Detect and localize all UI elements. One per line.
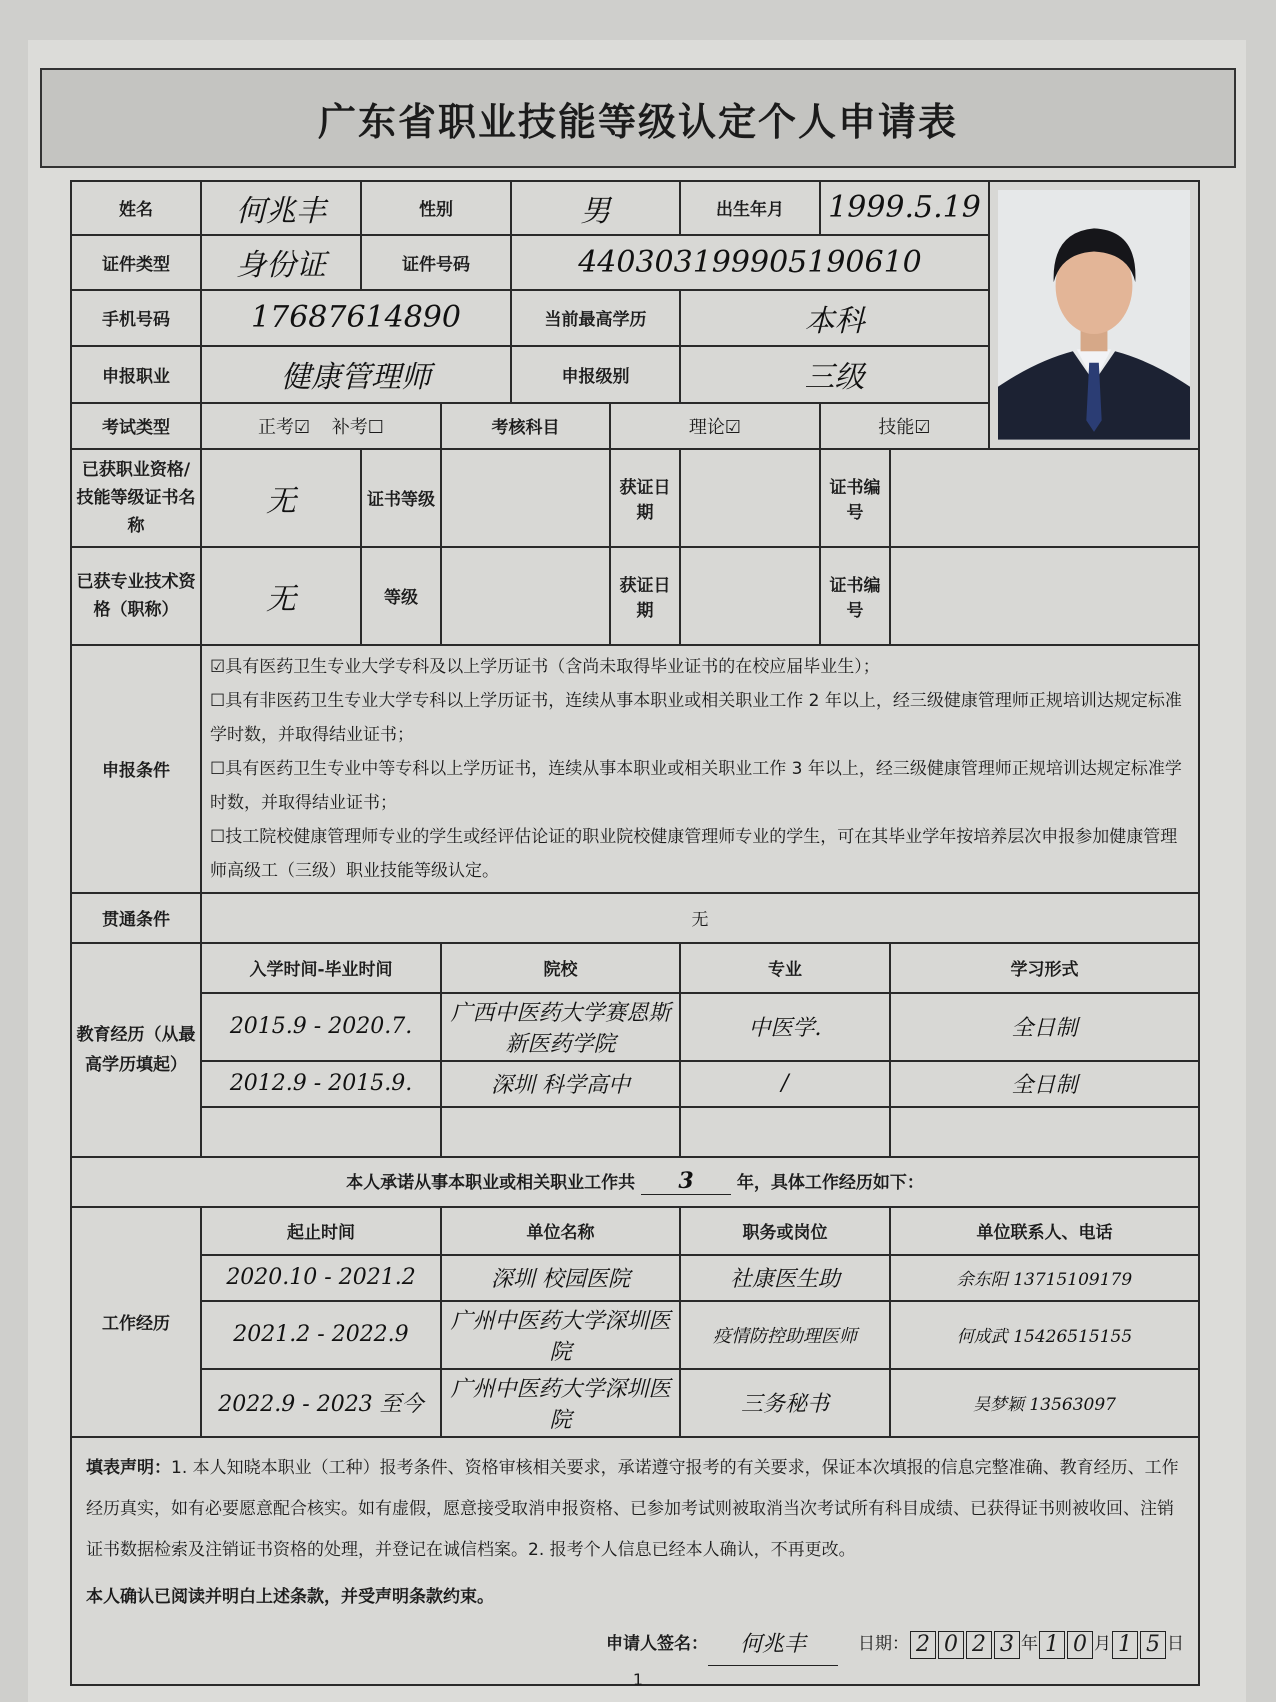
month-unit: 月 (1094, 1634, 1111, 1655)
edu-header-school: 院校 (441, 943, 680, 993)
edu-period[interactable]: 2012.9 - 2015.9. (201, 1061, 441, 1107)
application-form (70, 180, 1200, 1686)
exam-type-label: 考试类型 (71, 403, 201, 448)
exam-type-options (201, 403, 441, 448)
work-header-unit: 单位名称 (441, 1207, 680, 1255)
tech-title-label: 已获专业技术资格（职称） (71, 547, 201, 645)
subject-theory-cell (610, 403, 820, 448)
exam-regular-checkbox[interactable]: 正考☑ (258, 416, 311, 438)
work-history-label: 工作经历 (71, 1207, 201, 1437)
occupation-value[interactable]: 健康管理师 (201, 346, 511, 404)
edu-header-major: 专业 (680, 943, 890, 993)
signature-field[interactable]: 何兆丰 (708, 1624, 838, 1666)
tech-no-value[interactable] (890, 547, 1199, 645)
occupation-label: 申报职业 (71, 346, 201, 404)
exam-subject-label: 考核科目 (441, 403, 610, 448)
cert-grade-value[interactable] (441, 449, 610, 547)
sign-label: 申请人签名： (606, 1634, 708, 1655)
tech-date-value[interactable] (680, 547, 820, 645)
title-band (40, 68, 1236, 168)
edu-header-period: 入学时间-毕业时间 (201, 943, 441, 993)
declaration-text (86, 1448, 1184, 1571)
work-contact[interactable]: 何成武 15426515155 (890, 1301, 1199, 1369)
name-label: 姓名 (71, 181, 201, 235)
work-period[interactable]: 2021.2 - 2022.9 (201, 1301, 441, 1369)
id-no-value[interactable]: 440303199905190610 (511, 235, 989, 291)
tech-grade-value[interactable] (441, 547, 610, 645)
subject-skill-cell (820, 403, 989, 448)
cert-date-label: 获证日期 (610, 449, 680, 547)
cert-date-value[interactable] (680, 449, 820, 547)
declaration-confirm: 本人确认已阅读并明白上述条款，并受声明条款约束。 (86, 1586, 494, 1607)
tech-title-value[interactable]: 无 (201, 547, 361, 645)
work-post[interactable]: 疫情防控助理医师 (680, 1301, 890, 1369)
cert-no-value[interactable] (890, 449, 1199, 547)
edu-mode[interactable] (890, 1107, 1199, 1157)
work-post[interactable]: 三务秘书 (680, 1369, 890, 1437)
through-value[interactable]: 无 (201, 893, 1199, 943)
gender-value[interactable]: 男 (511, 181, 680, 235)
day-digit-box[interactable]: 5 (1140, 1631, 1166, 1659)
condition-item-4[interactable]: ☐技工院校健康管理师专业的学生或经评估论证的职业院校健康管理师专业的学生，可在其毕业学年按培养层次申报参加健康管理师高级工（三级）职业技能等级认定。 (210, 826, 1178, 881)
edu-school[interactable]: 深圳 科学高中 (441, 1061, 680, 1107)
edu-mode[interactable]: 全日制 (890, 1061, 1199, 1107)
year-digit-box[interactable]: 2 (910, 1631, 936, 1659)
edu-major[interactable]: 中医学. (680, 993, 890, 1061)
work-contact[interactable]: 余东阳 13715109179 (890, 1255, 1199, 1301)
page-title: 广东省职业技能等级认定个人申请表 (317, 99, 958, 144)
phone-value[interactable]: 17687614890 (201, 290, 511, 346)
edu-history-label: 教育经历（从最高学历填起） (71, 943, 201, 1157)
work-row (71, 1301, 1199, 1369)
education-label: 当前最高学历 (511, 290, 680, 346)
edu-major[interactable]: / (680, 1061, 890, 1107)
commitment-prefix: 本人承诺从事本职业或相关职业工作共 (346, 1173, 636, 1194)
tech-no-label: 证书编号 (820, 547, 890, 645)
phone-label: 手机号码 (71, 290, 201, 346)
tech-date-label: 获证日期 (610, 547, 680, 645)
edu-major[interactable] (680, 1107, 890, 1157)
declaration-body: 1. 本人知晓本职业（工种）报考条件、资格审核相关要求，承诺遵守报考的有关要求，保证本次填报的信息完整准确、教育经历、工作经历真实，如有必要愿意配合核实。如有虚假，愿意接受取消申报资格、已参加考试则被取消当次考试所有科目成绩、已获得证书则被收回、注销证书数据检索及注销证书资格的处理，并登记在诚信档案。2. 报考个人信息已经本人确认，不再更改。 (86, 1457, 1179, 1560)
commitment-years[interactable]: 3 (641, 1168, 731, 1195)
declaration-section (71, 1437, 1199, 1685)
work-row (71, 1255, 1199, 1301)
id-type-label: 证件类型 (71, 235, 201, 291)
education-value[interactable]: 本科 (680, 290, 989, 346)
edu-period[interactable]: 2015.9 - 2020.7. (201, 993, 441, 1061)
work-unit[interactable]: 深圳 校园医院 (441, 1255, 680, 1301)
year-unit: 年 (1021, 1634, 1038, 1655)
id-type-value[interactable]: 身份证 (201, 235, 361, 291)
through-label: 贯通条件 (71, 893, 201, 943)
page-number: 1 (632, 1670, 644, 1689)
condition-item-2[interactable]: ☐具有非医药卫生专业大学专科以上学历证书，连续从事本职业或相关职业工作 2 年以上，经三级健康管理师正规培训达规定标准学时数，并取得结业证书； (210, 690, 1182, 745)
commitment-suffix: 年，具体工作经历如下： (736, 1173, 924, 1194)
condition-item-1[interactable]: ☑具有医药卫生专业大学专科及以上学历证书（含尚未取得毕业证书的在校应届毕业生）； (210, 656, 880, 677)
signature-row (86, 1624, 1184, 1666)
declaration-heading: 填表声明： (86, 1457, 171, 1478)
exam-makeup-checkbox[interactable]: 补考☐ (331, 416, 384, 438)
work-unit[interactable]: 广州中医药大学深圳医院 (441, 1301, 680, 1369)
year-digit-box[interactable]: 3 (994, 1631, 1020, 1659)
edu-school[interactable]: 广西中医药大学赛恩斯新医药学院 (441, 993, 680, 1061)
birth-value[interactable]: 1999.5.19 (820, 181, 989, 235)
gender-label: 性别 (361, 181, 511, 235)
cert-qual-label: 已获职业资格/技能等级证书名称 (71, 449, 201, 547)
edu-header-mode: 学习形式 (890, 943, 1199, 993)
work-row (71, 1369, 1199, 1437)
edu-school[interactable] (441, 1107, 680, 1157)
photo-cell (989, 181, 1199, 449)
level-label: 申报级别 (511, 346, 680, 404)
portrait-image (998, 190, 1190, 440)
year-digit-box[interactable]: 0 (938, 1631, 964, 1659)
edu-period[interactable] (201, 1107, 441, 1157)
edu-mode[interactable]: 全日制 (890, 993, 1199, 1061)
id-no-label: 证件号码 (361, 235, 511, 291)
birth-label: 出生年月 (680, 181, 820, 235)
day-digit-box[interactable]: 1 (1112, 1631, 1138, 1659)
work-contact[interactable]: 吴梦颖 13563097 (890, 1369, 1199, 1437)
applicant-photo (998, 190, 1190, 440)
cert-grade-label: 证书等级 (361, 449, 441, 547)
work-period[interactable]: 2020.10 - 2021.2 (201, 1255, 441, 1301)
level-value[interactable]: 三级 (680, 346, 989, 404)
work-header-contact: 单位联系人、电话 (890, 1207, 1199, 1255)
day-unit: 日 (1167, 1634, 1184, 1655)
month-digit-box[interactable]: 0 (1067, 1631, 1093, 1659)
edu-row (71, 1061, 1199, 1107)
work-post[interactable]: 社康医生助 (680, 1255, 890, 1301)
subject-theory-checkbox[interactable]: 理论☑ (688, 416, 742, 438)
work-header-post: 职务或岗位 (680, 1207, 890, 1255)
condition-item-3[interactable]: ☐具有医药卫生专业中等专科以上学历证书，连续从事本职业或相关职业工作 3 年以上，经三级健康管理师正规培训达规定标准学时数，并取得结业证书； (210, 758, 1182, 813)
edu-row (71, 993, 1199, 1061)
work-unit[interactable]: 广州中医药大学深圳医院 (441, 1369, 680, 1437)
cert-qual-value[interactable]: 无 (201, 449, 361, 547)
date-label: 日期： (858, 1634, 909, 1655)
name-value[interactable]: 何兆丰 (201, 181, 361, 235)
work-header-period: 起止时间 (201, 1207, 441, 1255)
month-digit-box[interactable]: 1 (1039, 1631, 1065, 1659)
edu-row (71, 1107, 1199, 1157)
tech-grade-label: 等级 (361, 547, 441, 645)
work-period[interactable]: 2022.9 - 2023 至今 (201, 1369, 441, 1437)
conditions-list (201, 645, 1199, 893)
work-commitment (71, 1157, 1199, 1207)
conditions-label: 申报条件 (71, 645, 201, 893)
cert-no-label: 证书编号 (820, 449, 890, 547)
year-digit-box[interactable]: 2 (966, 1631, 992, 1659)
subject-skill-checkbox[interactable]: 技能☑ (878, 416, 931, 438)
